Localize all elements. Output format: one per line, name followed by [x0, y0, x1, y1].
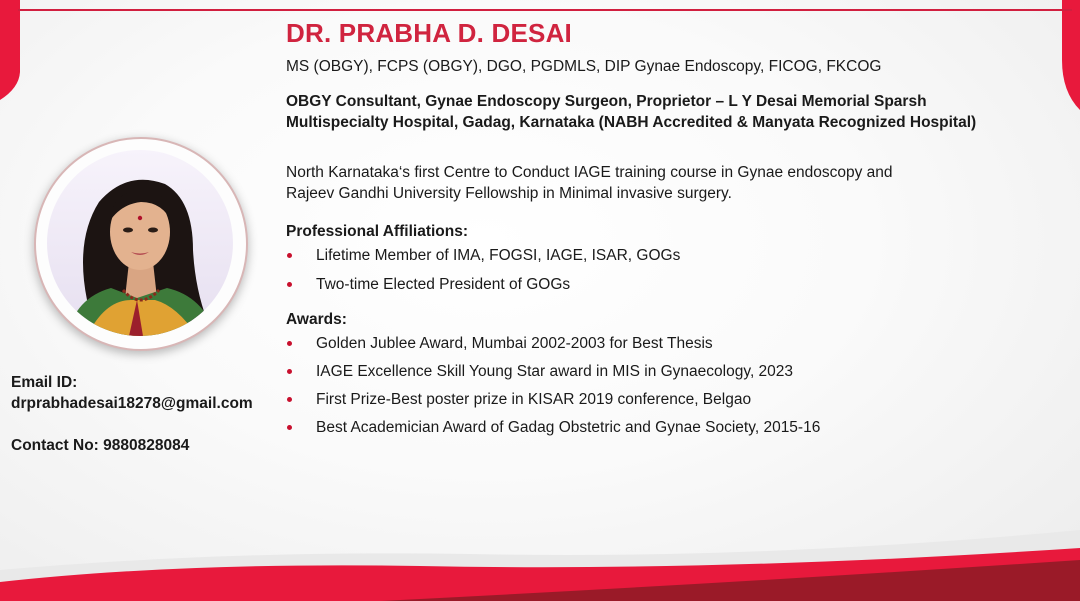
- list-item: [286, 361, 1066, 382]
- list-item-text: IAGE Excellence Skill Young Star award in MIS in Gynaecology, 2023: [316, 363, 794, 380]
- bullet-icon: [287, 282, 292, 287]
- bullet-icon: [287, 397, 292, 402]
- awards-heading: Awards:: [286, 311, 347, 328]
- profile-photo: [47, 150, 233, 336]
- list-item: [286, 333, 1066, 354]
- awards-list: [286, 333, 1066, 438]
- top-divider-line: [18, 9, 1072, 11]
- list-item: [286, 274, 1066, 295]
- affiliations-heading: Professional Affiliations:: [286, 223, 469, 240]
- role-description: [286, 91, 1066, 133]
- summary: [286, 162, 1066, 204]
- list-item-text: Two-time Elected President of GOGs: [316, 276, 571, 293]
- list-item-text: Golden Jublee Award, Mumbai 2002-2003 for Best Thesis: [316, 335, 713, 352]
- summary-line-1: North Karnataka‘s first Centre to Conduct IAGE training course in Gynae endoscopy and: [286, 164, 893, 181]
- summary-line-2: Rajeev Gandhi University Fellowship in Minimal invasive surgery.: [286, 185, 732, 202]
- contact-number: Contact No: 9880828084: [11, 437, 190, 454]
- email-label: Email ID:: [11, 374, 78, 391]
- list-item-text: First Prize-Best poster prize in KISAR 2019 conference, Belgao: [316, 391, 752, 408]
- list-item: [286, 389, 1066, 410]
- doctor-name: DR. PRABHA D. DESAI: [286, 18, 572, 48]
- list-item: [286, 417, 1066, 438]
- list-item-text: Best Academician Award of Gadag Obstetric and Gynae Society, 2015-16: [316, 419, 821, 436]
- profile-content: [286, 16, 1066, 445]
- role-line-1: OBGY Consultant, Gynae Endoscopy Surgeon, Proprietor – L Y Desai Memorial Sparsh: [286, 93, 927, 110]
- bullet-icon: [287, 369, 292, 374]
- contact-block: [11, 372, 253, 456]
- email-address[interactable]: drprabhadesai18278@gmail.com: [11, 395, 253, 412]
- qualifications: MS (OBGY), FCPS (OBGY), DGO, PGDMLS, DIP Gynae Endoscopy, FICOG, FKCOG: [286, 58, 882, 75]
- bullet-icon: [287, 253, 292, 258]
- bullet-icon: [287, 341, 292, 346]
- role-line-2: Multispecialty Hospital, Gadag, Karnataka (NABH Accredited & Manyata Recognized Hospital): [286, 114, 977, 131]
- affiliations-list: [286, 245, 1066, 295]
- list-item-text: Lifetime Member of IMA, FOGSI, IAGE, ISAR, GOGs: [316, 247, 681, 264]
- bullet-icon: [287, 425, 292, 430]
- list-item: [286, 245, 1066, 266]
